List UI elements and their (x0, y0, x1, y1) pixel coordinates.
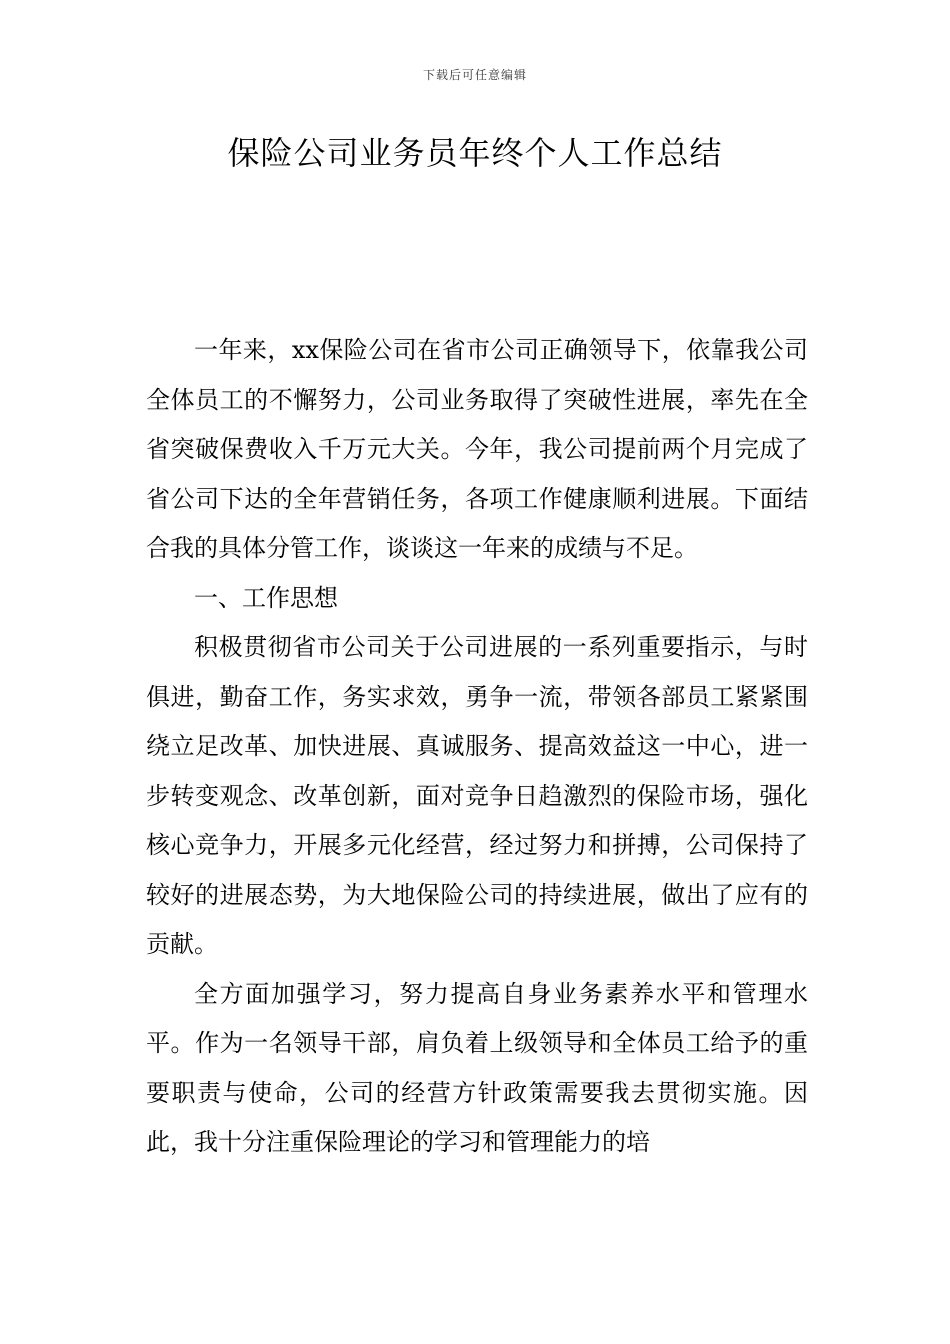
paragraph-study: 全方面加强学习，努力提高自身业务素养水平和管理水平。作为一名领导干部，肩负着上级领导和全体员工给予的重要职责与使命，公司的经营方针政策需要我去贯彻实施。因此，我十分注重保险理论的学习和管理能力的培 (146, 979, 808, 1156)
paragraph-intro: 一年来，xx保险公司在省市公司正确领导下，依靠我公司全体员工的不懈努力，公司业务取得了突破性进展，率先在全省突破保费收入千万元大关。今年，我公司提前两个月完成了省公司下达的全年营销任务，各项工作健康顺利进展。下面结合我的具体分管工作，谈谈这一年来的成绩与不足。 (146, 336, 808, 562)
header-note: 下载后可任意编辑 (422, 68, 527, 82)
paragraph-work-thought: 积极贯彻省市公司关于公司进展的一系列重要指示，与时俱进，勤奋工作，务实求效，勇争一流，带领各部员工紧紧围绕立足改革、加快进展、真诚服务、提高效益这一中心，进一步转变观念、改革创新，面对竞争日趋激烈的保险市场，强化核心竞争力，开展多元化经营，经过努力和拼搏，公司保持了较好的进展态势，为大地保险公司的持续进展，做出了应有的贡献。 (146, 633, 808, 958)
document-body (146, 326, 808, 1168)
section-heading-work-thought: 一、工作思想 (194, 583, 338, 612)
document-title: 保险公司业务员年终个人工作总结 (227, 134, 723, 172)
